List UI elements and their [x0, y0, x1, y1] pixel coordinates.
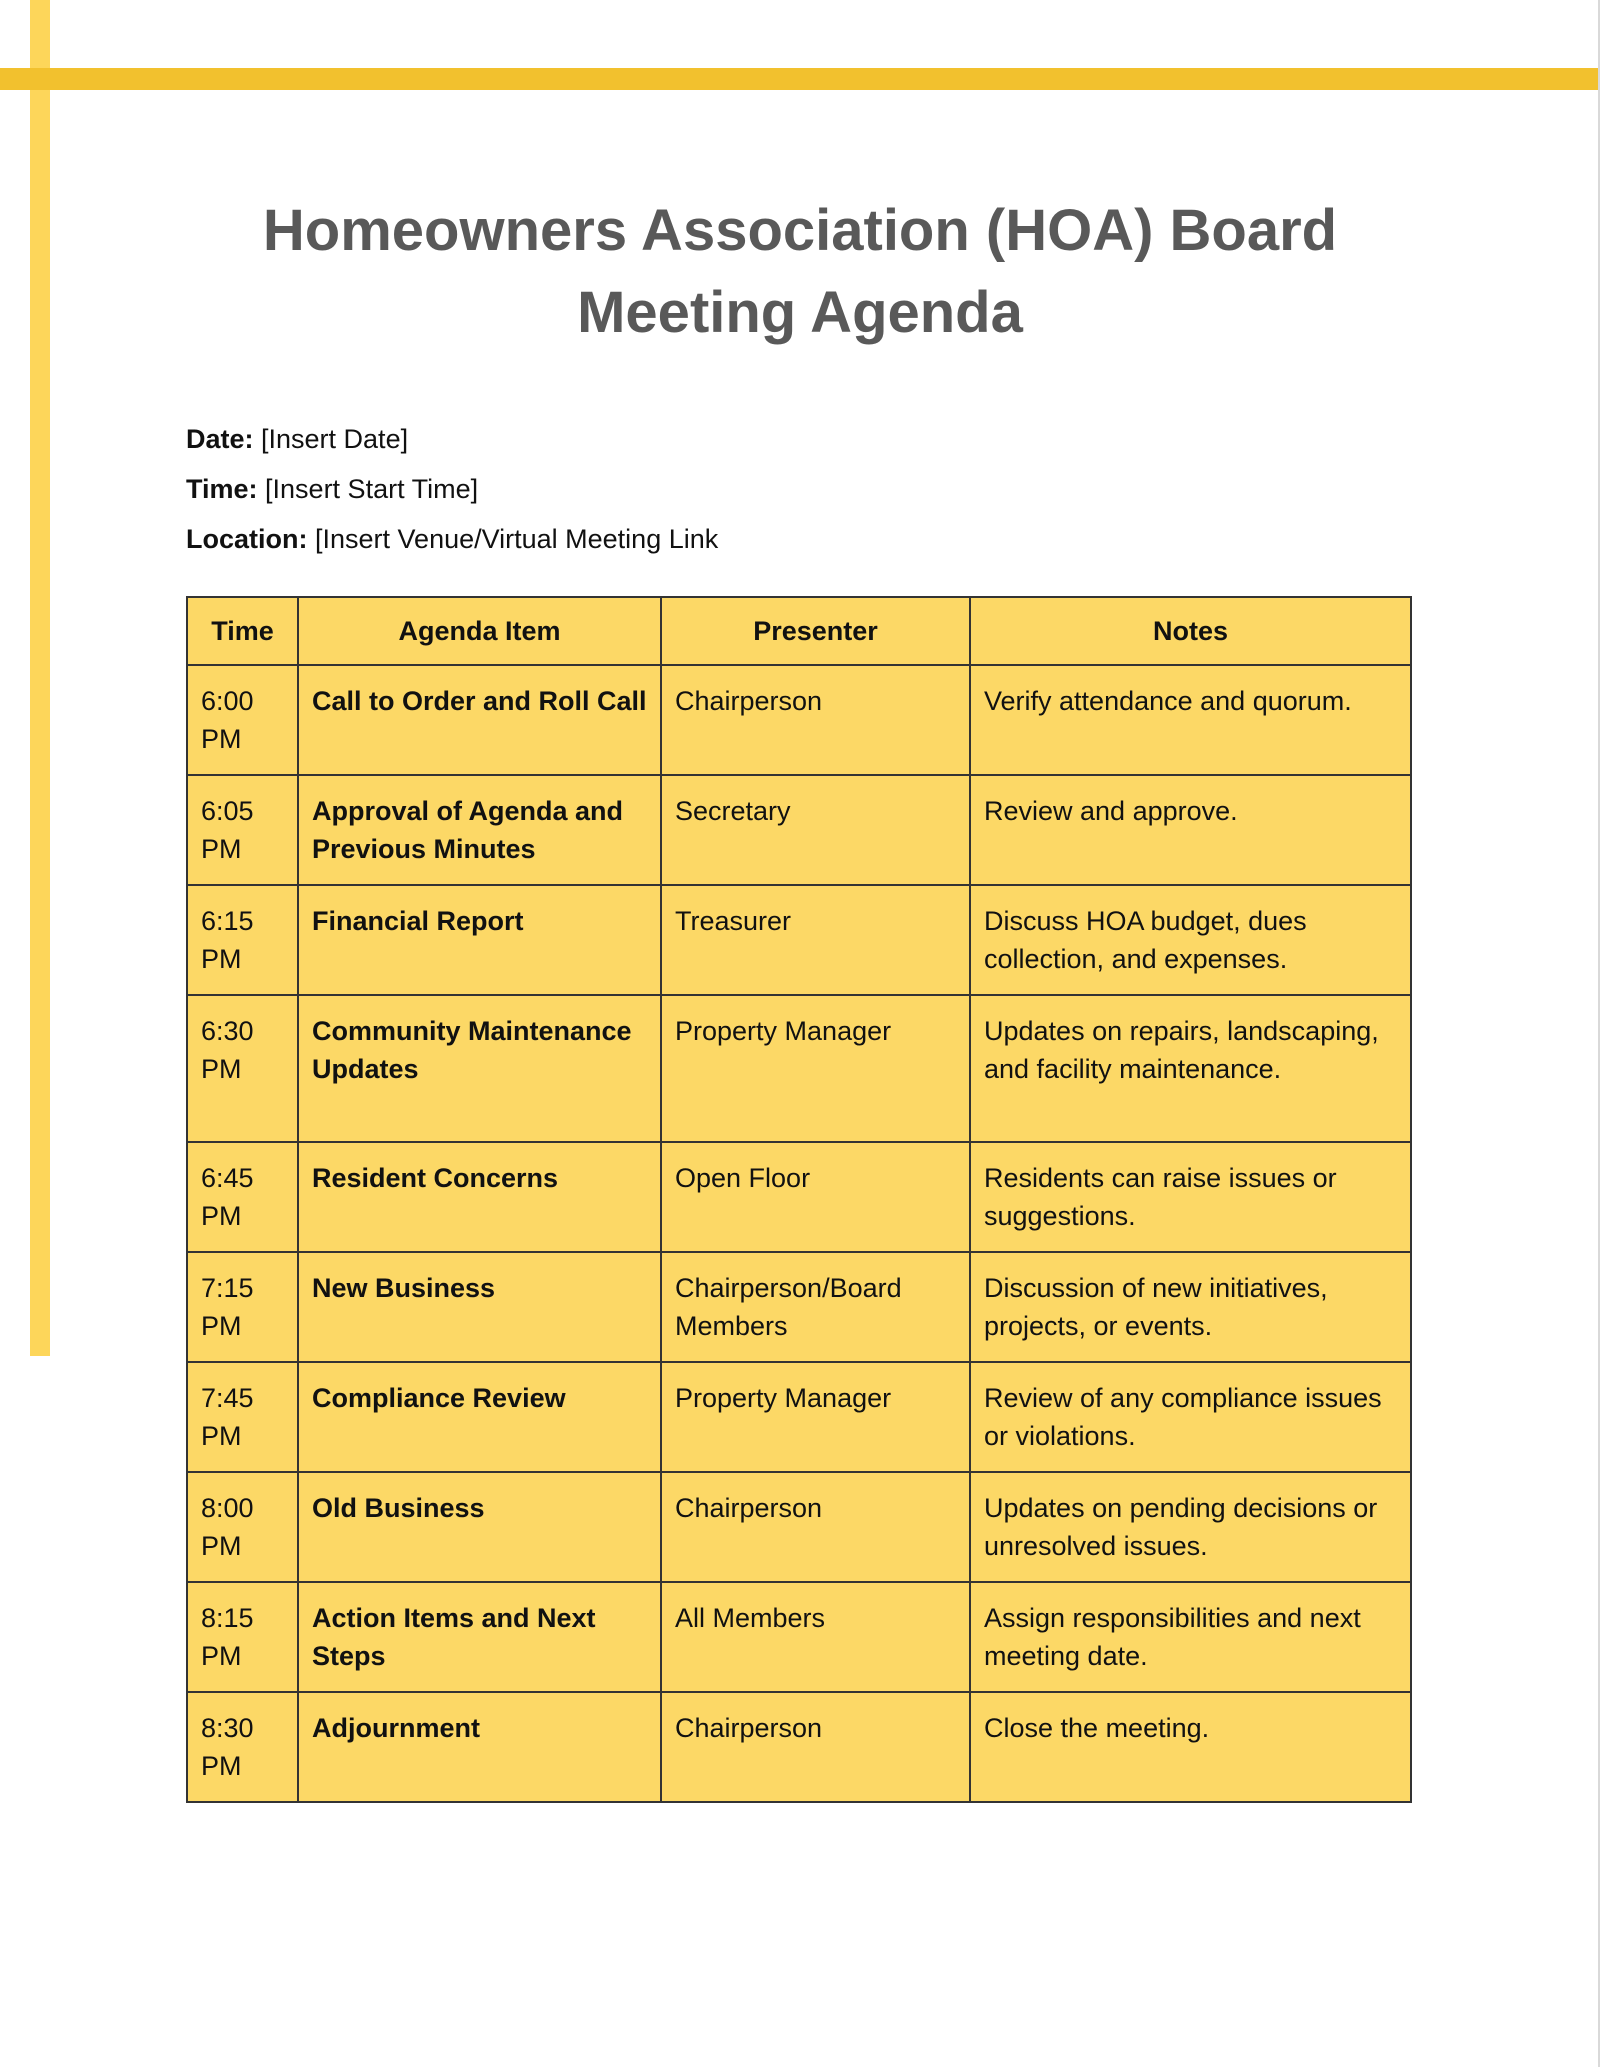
row-presenter: Chairperson: [661, 1692, 970, 1802]
row-notes: Updates on repairs, landscaping, and facility maintenance.: [970, 995, 1411, 1142]
row-time: 6:00 PM: [187, 665, 298, 775]
row-time: 8:00 PM: [187, 1472, 298, 1582]
meeting-time: [186, 464, 718, 514]
row-time: 6:30 PM: [187, 995, 298, 1142]
row-presenter: Chairperson/Board Members: [661, 1252, 970, 1362]
table-row: [187, 1692, 1411, 1802]
table-row: [187, 1252, 1411, 1362]
row-notes: Discussion of new initiatives, projects, or events.: [970, 1252, 1411, 1362]
page-title-line-2: Meeting Agenda: [577, 280, 1023, 345]
agenda-header-row: [187, 597, 1411, 665]
page-title: [200, 190, 1400, 354]
header-notes: Notes: [970, 597, 1411, 665]
meeting-date: [186, 414, 718, 464]
row-time: 6:15 PM: [187, 885, 298, 995]
row-notes: Assign responsibilities and next meeting date.: [970, 1582, 1411, 1692]
row-notes: Review of any compliance issues or violations.: [970, 1362, 1411, 1472]
table-row: [187, 775, 1411, 885]
date-label: Date:: [186, 424, 254, 454]
meeting-details: [186, 414, 718, 564]
row-notes: Residents can raise issues or suggestions.: [970, 1142, 1411, 1252]
table-row: [187, 1142, 1411, 1252]
row-notes: Discuss HOA budget, dues collection, and expenses.: [970, 885, 1411, 995]
row-time: 6:05 PM: [187, 775, 298, 885]
table-row: [187, 885, 1411, 995]
row-agenda-item: Compliance Review: [298, 1362, 661, 1472]
time-label: Time:: [186, 474, 258, 504]
time-value: [Insert Start Time]: [257, 474, 479, 504]
row-agenda-item: Call to Order and Roll Call: [298, 665, 661, 775]
meeting-location: [186, 514, 718, 564]
header-agenda-item: Agenda Item: [298, 597, 661, 665]
row-agenda-item: New Business: [298, 1252, 661, 1362]
accent-bar-vertical: [30, 0, 50, 1356]
location-label: Location:: [186, 524, 308, 554]
row-presenter: Open Floor: [661, 1142, 970, 1252]
row-agenda-item: Financial Report: [298, 885, 661, 995]
row-agenda-item: Community Maintenance Updates: [298, 995, 661, 1142]
row-notes: Updates on pending decisions or unresolved issues.: [970, 1472, 1411, 1582]
header-presenter: Presenter: [661, 597, 970, 665]
row-time: 8:15 PM: [187, 1582, 298, 1692]
table-row: [187, 665, 1411, 775]
row-notes: Verify attendance and quorum.: [970, 665, 1411, 775]
row-agenda-item: Old Business: [298, 1472, 661, 1582]
table-row: [187, 1472, 1411, 1582]
row-agenda-item: Adjournment: [298, 1692, 661, 1802]
table-row: [187, 1362, 1411, 1472]
date-value: [Insert Date]: [253, 424, 409, 454]
table-row: [187, 1582, 1411, 1692]
row-presenter: Chairperson: [661, 665, 970, 775]
row-agenda-item: Resident Concerns: [298, 1142, 661, 1252]
row-presenter: Property Manager: [661, 1362, 970, 1472]
row-presenter: All Members: [661, 1582, 970, 1692]
row-time: 6:45 PM: [187, 1142, 298, 1252]
row-presenter: Secretary: [661, 775, 970, 885]
row-time: 8:30 PM: [187, 1692, 298, 1802]
row-agenda-item: Approval of Agenda and Previous Minutes: [298, 775, 661, 885]
row-notes: Review and approve.: [970, 775, 1411, 885]
page-title-line-1: Homeowners Association (HOA) Board: [262, 198, 1338, 263]
row-presenter: Property Manager: [661, 995, 970, 1142]
table-row: [187, 995, 1411, 1142]
row-time: 7:45 PM: [187, 1362, 298, 1472]
row-presenter: Chairperson: [661, 1472, 970, 1582]
row-notes: Close the meeting.: [970, 1692, 1411, 1802]
header-time: Time: [187, 597, 298, 665]
row-agenda-item: Action Items and Next Steps: [298, 1582, 661, 1692]
location-value: [Insert Venue/Virtual Meeting Link: [307, 524, 719, 554]
row-time: 7:15 PM: [187, 1252, 298, 1362]
row-presenter: Treasurer: [661, 885, 970, 995]
agenda-table: [186, 596, 1412, 1803]
accent-bar-horizontal: [0, 68, 1600, 90]
